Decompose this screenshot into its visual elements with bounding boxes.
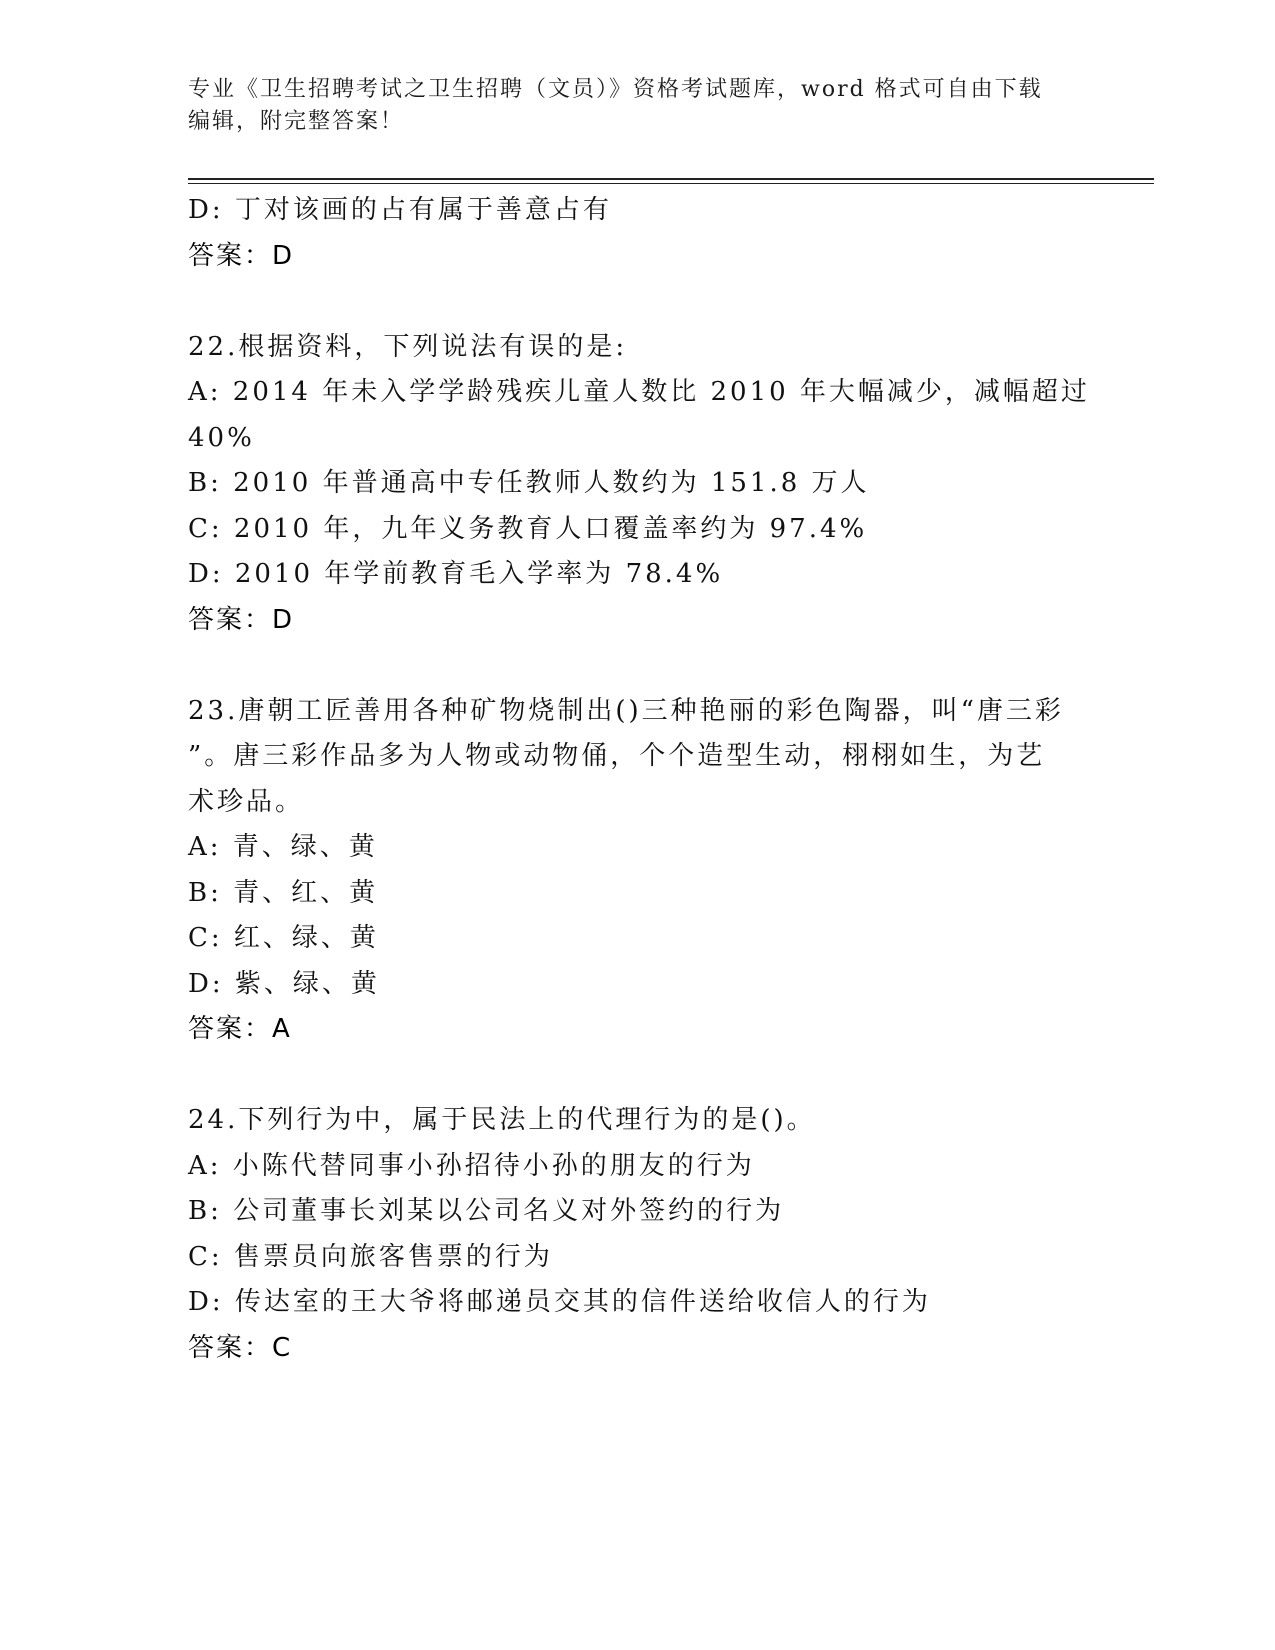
- question-24: [188, 1098, 1088, 1371]
- option-b: B: 2010 年普通高中专任教师人数约为 151.8 万人: [188, 468, 870, 498]
- question-stem-continued: ”。唐三彩作品多为人物或动物俑，个个造型生动，栩栩如生，为艺: [188, 741, 1046, 771]
- document-header: [188, 74, 1088, 138]
- answer: 答案：D: [188, 240, 295, 271]
- option-c: C: 红、绿、黄: [188, 923, 379, 953]
- question-stem: 24.下列行为中，属于民法上的代理行为的是()。: [188, 1105, 816, 1135]
- question-list: [188, 188, 1088, 1371]
- spacer: [188, 643, 1088, 689]
- option-d: D: 丁对该画的占有属于善意占有: [188, 195, 612, 225]
- spacer: [188, 279, 1088, 325]
- option-b: B: 公司董事长刘某以公司名义对外签约的行为: [188, 1196, 785, 1226]
- question-stem: 22.根据资料，下列说法有误的是:: [188, 331, 628, 362]
- spacer: [188, 1053, 1088, 1099]
- question-23: [188, 689, 1088, 1053]
- question-stem: 23.唐朝工匠善用各种矿物烧制出()三种艳丽的彩色陶器，叫“唐三彩: [188, 695, 1064, 726]
- header-line-1: 专业《卫生招聘考试之卫生招聘（文员）》资格考试题库，word 格式可自由下载: [188, 77, 1043, 102]
- option-a: A: 2014 年未入学学龄残疾儿童人数比 2010 年大幅减少，减幅超过: [188, 377, 1090, 407]
- question-21: [188, 188, 1088, 279]
- answer: 答案：A: [188, 1014, 292, 1044]
- option-c: C: 售票员向旅客售票的行为: [188, 1241, 553, 1272]
- option-d: D: 2010 年学前教育毛入学率为 78.4%: [188, 559, 724, 589]
- option-a: A: 青、绿、黄: [188, 832, 378, 862]
- question-22: [188, 325, 1088, 644]
- option-b: B: 青、红、黄: [188, 877, 379, 908]
- option-a-continued: 40%: [188, 422, 255, 453]
- answer: 答案：C: [188, 1332, 293, 1363]
- header-line-2: 编辑，附完整答案！: [188, 109, 405, 134]
- header-divider-thick: [188, 178, 1154, 180]
- option-d: D: 紫、绿、黄: [188, 968, 380, 999]
- question-stem-continued: 术珍品。: [188, 786, 305, 817]
- option-a: A: 小陈代替同事小孙招待小孙的朋友的行为: [188, 1150, 755, 1181]
- option-d: D: 传达室的王大爷将邮递员交其的信件送给收信人的行为: [188, 1287, 931, 1317]
- header-divider-thin: [188, 183, 1154, 184]
- option-c: C: 2010 年，九年义务教育人口覆盖率约为 97.4%: [188, 513, 868, 544]
- answer: 答案：D: [188, 604, 295, 635]
